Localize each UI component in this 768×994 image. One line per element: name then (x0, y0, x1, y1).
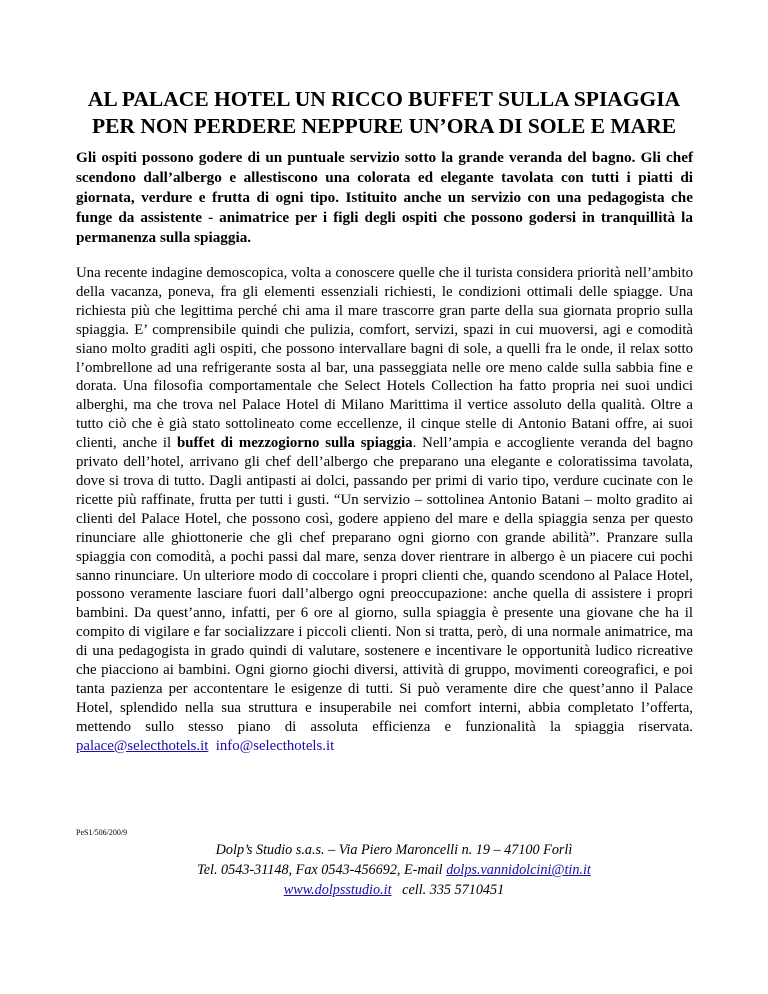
footer-address-line: Dolp’s Studio s.a.s. – Via Piero Maroncelli n. 19 – 47100 Forlì (215, 842, 573, 858)
footer-website-link[interactable]: www.dolpsstudio.it (283, 882, 392, 898)
footer-phone-text: Tel. 0543-31148, Fax 0543-456692, E-mail (197, 862, 447, 878)
headline-line-2: PER NON PERDERE NEPPURE UN’ORA DI SOLE E MARE (91, 114, 677, 138)
footer-phone-line (96, 860, 692, 880)
footer-email-link[interactable]: dolps.vannidolcini@tin.it (446, 862, 591, 878)
footer-web-line (96, 880, 692, 900)
headline-line-1: AL PALACE HOTEL UN RICCO BUFFET SULLA SPIAGGIA (87, 87, 681, 111)
info-email-link[interactable]: info@selecthotels.it (215, 737, 335, 754)
body-text-part-2: . Nell’ampia e accogliente veranda del bagno privato dell’hotel, arrivano gli chef dell’albergo che preparano una elegante e coloratissima tavolata, dove si trova di tutto. Dagli antipasti ai dolci, passando per primi di vario tipo, verdure cucinate con le ricette più raffinate, frutta per tutti i gusti. “Un servizio – sottolinea Antonio Batani – molto gradito ai clienti del Palace Hotel, che possono così, godere appieno del mare e della spiaggia senza per questo rinunciare alle ghiottonerie che gli chef preparano ogni giorno con grande abilità”. Pranzare sulla spiaggia con comodità, a pochi passi dal mare, senza dover rientrare in albergo è un piacere cui pochi sanno rinunciare. Un ulteriore modo di coccolare i propri clienti che, quando scendono al Palace Hotel, possono veramente lasciare fuori dall’albergo ogni preoccupazione: anche quella di assistere i propri bambini. Da quest’anno, infatti, per 6 ore al giorno, sulla spiaggia è presente una giovane che ha il compito di vigilare e far socializzare i piccoli clienti. Non si tratta, però, di una normale animatrice, ma di una pedagogista in grado quindi di valutare, sostenere e incentivare le opportunità ludico ricreative che piacciono ai bambini. Ogni giorno giochi diversi, attività di gruppo, movimenti coreografici, e poi tanta pazienza per accontentare le esigenze di tutti. Si può veramente dire che quest’anno il Palace Hotel, splendido nella sua struttura e insuperabile nei comfort interni, abbia completato l’offerta, mettendo sullo stesso piano di assoluta efficienza e funzionalità la spiaggia riservata. (76, 435, 694, 735)
lead-paragraph: Gli ospiti possono godere di un puntuale servizio sotto la grande veranda del bagno. Gli chef scendono dall’albergo e allestiscono una colorata ed elegante tavolata con tutti i piatti di giornata, verdure e frutta di ogni tipo. Istituito anche un servizio con una pedagogista che funge da assistente - animatrice per i figli degli ospiti che possono godersi in tranquillità la permanenza sulla spiaggia. (76, 149, 693, 246)
footer-cell-number: cell. 335 5710451 (402, 882, 505, 898)
document-reference-code: PeS1/506/200/9 (76, 828, 128, 837)
body-bold-highlight: buffet di mezzogiorno sulla spiaggia (177, 435, 413, 452)
body-paragraph (76, 264, 693, 756)
footer-contact-block (96, 840, 692, 900)
palace-email-link[interactable]: palace@selecthotels.it (76, 737, 209, 754)
headline (60, 86, 708, 140)
body-text-part-1: Una recente indagine demoscopica, volta a conoscere quelle che il turista considera priorità nell’ambito della vacanza, poneva, fra gli elementi essenziali richiesti, le condizioni ottimali delle spiagge. Una richiesta più che legittima perché chi ama il mare trascorre gran parte della sua giornata proprio sulla spiaggia. E’ comprensibile quindi che pulizia, comfort, servizi, spazi in cui muoversi, agi e comodità siano molto graditi agli ospiti, che possono intervallare bagni di sole, a quelli fra le onde, il relax sotto l’ombrellone ad una refrigerante sosta al bar, una passeggiata nelle ore meno calde sulla sabbia fine e dorata. Una filosofia comportamentale che Select Hotels Collection ha fatto propria nei suoi undici alberghi, ma che trova nel Palace Hotel di Milano Marittima il vertice assoluto della qualità. Oltre a tutto ciò che è già stato sottolineato come eccellenze, il cinque stelle di Antonio Batani offre, ai suoi clienti, anche il (76, 265, 693, 452)
